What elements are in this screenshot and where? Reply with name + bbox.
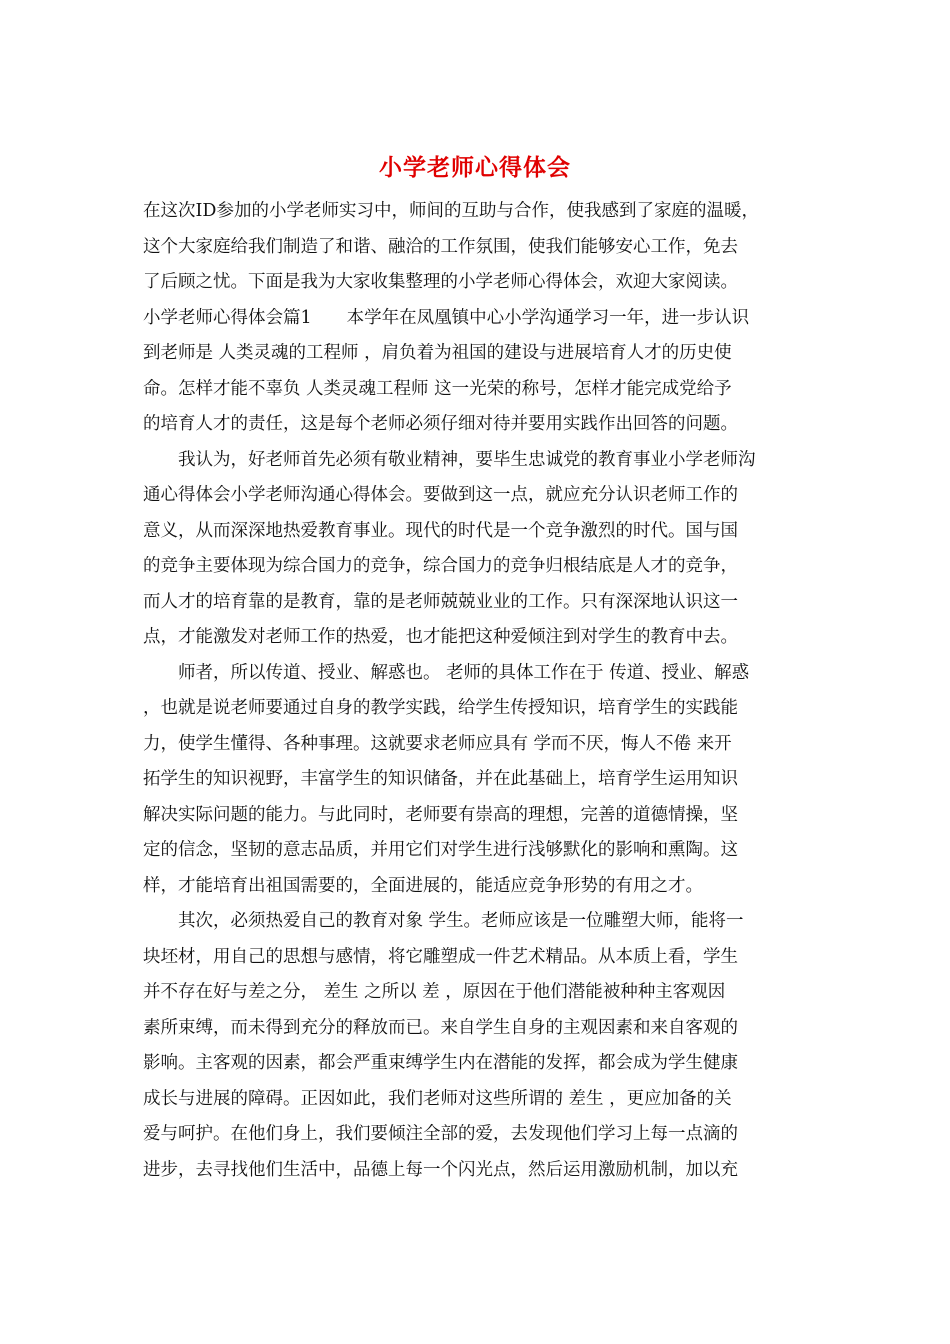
text-line: 影响。主客观的因素，都会严重束缚学生内在潜能的发挥，都会成为学生健康: [143, 1053, 738, 1073]
text-line: 我认为，好老师首先必须有敬业精神，要毕生忠诚党的教育事业小学老师沟: [178, 449, 756, 470]
text-line: 的培育人才的责任，这是每个老师必须仔细对待并要用实践作出回答的问题。: [143, 414, 738, 434]
text-line: 拓学生的知识视野，丰富学生的知识储备，并在此基础上，培育学生运用知识: [143, 769, 738, 789]
text-line: 素所束缚，而未得到充分的释放而已。来自学生自身的主观因素和来自客观的: [143, 1017, 738, 1038]
text-line: 师者，所以传道、授业、解惑也。 老师的具体工作在于 传道、授业、解惑: [178, 662, 750, 683]
text-line: 而人才的培育靠的是教育，靠的是老师兢兢业业的工作。只有深深地认识这一: [143, 591, 738, 612]
text-line: 样，才能培育出祖国需要的，全面进展的，能适应竞争形势的有用之才。: [143, 875, 703, 896]
text-line: 了后顾之忧。下面是我为大家收集整理的小学老师心得体会，欢迎大家阅读。: [143, 272, 738, 292]
text-line: 的竞争主要体现为综合国力的竞争，综合国力的竞争归根结底是人才的竞争，: [143, 556, 738, 576]
text-line: 其次，必须热爱自己的教育对象 学生。老师应该是一位雕塑大师，能将一: [178, 911, 744, 931]
text-line: 这个大家庭给我们制造了和谐、融洽的工作氛围，使我们能够安心工作，免去: [143, 236, 738, 257]
text-line: 爱与呵护。在他们身上，我们要倾注全部的爱，去发现他们学习上每一点滴的: [143, 1124, 738, 1144]
text-line: 成长与进展的障碍。正因如此，我们老师对这些所谓的 差生 ，更应加备的关: [143, 1088, 732, 1109]
text-line: ，也就是说老师要通过自身的教学实践，给学生传授知识，培育学生的实践能: [143, 698, 738, 718]
document-title: 小学老师心得体会: [379, 154, 571, 181]
text-line: 到老师是 人类灵魂的工程师 ，肩负着为祖国的建设与进展培育人才的历史使: [143, 343, 732, 363]
text-line: 意义，从而深深地热爱教育事业。现代的时代是一个竞争激烈的时代。国与国: [143, 520, 738, 541]
text-line: 点，才能激发对老师工作的热爱，也才能把这种爱倾注到对学生的教育中去。: [143, 627, 738, 647]
text-line: 通心得体会小学老师沟通心得体会。要做到这一点，就应充分认识老师工作的: [143, 485, 738, 505]
text-line: 进步，去寻找他们生活中，品德上每一个闪光点，然后运用激励机制，加以充: [143, 1159, 738, 1180]
document-body: [143, 194, 808, 1188]
text-line: 力，使学生懂得、各种事理。这就要求老师应具有 学而不厌，悔人不倦 来开: [143, 733, 732, 754]
text-line: 解决实际问题的能力。与此同时，老师要有崇高的理想，完善的道德情操，坚: [143, 804, 738, 825]
text-line: 块坯材，用自己的思想与感情，将它雕塑成一件艺术精品。从本质上看，学生: [143, 946, 738, 967]
text-line: 小学老师心得体会篇1 本学年在凤凰镇中心小学沟通学习一年，进一步认识: [143, 307, 750, 328]
text-line: 定的信念，坚韧的意志品质，并用它们对学生进行浅够默化的影响和熏陶。这: [143, 840, 738, 860]
text-line: 命。怎样才能不辜负 人类灵魂工程师 这一光荣的称号，怎样才能完成党给予: [143, 378, 732, 399]
text-line: 并不存在好与差之分， 差生 之所以 差 ，原因在于他们潜能被种种主客观因: [143, 982, 726, 1002]
text-line: 在这次ID参加的小学老师实习中，师间的互助与合作，使我感到了家庭的温暖，: [143, 201, 759, 221]
